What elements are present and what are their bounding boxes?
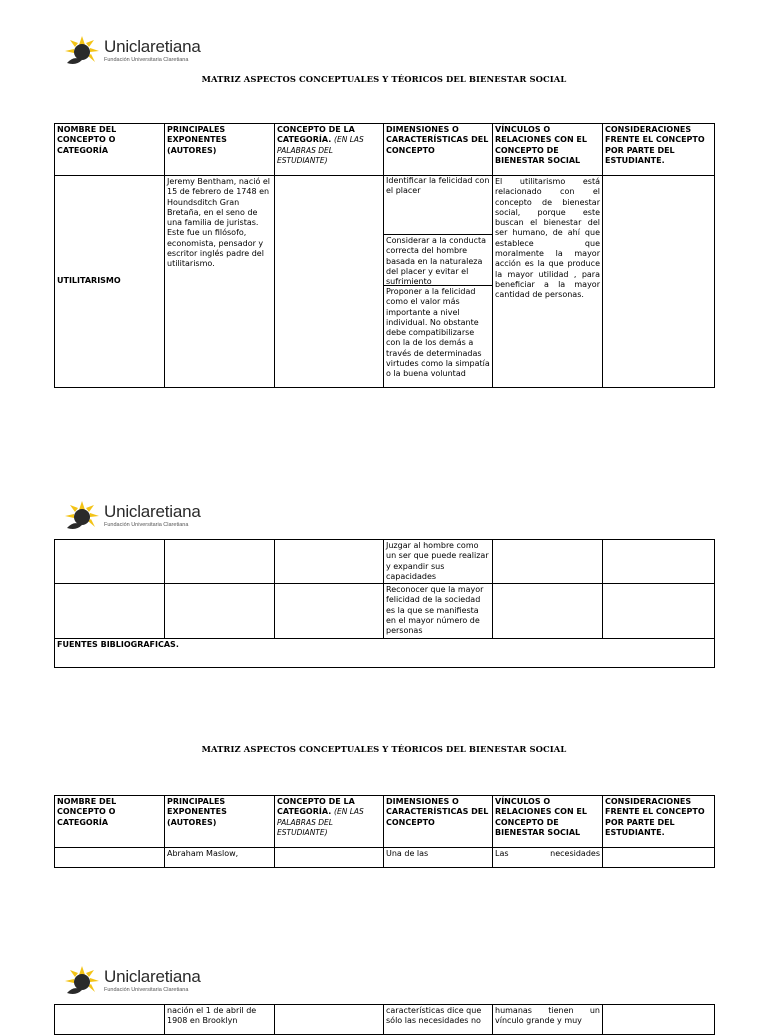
category-cell — [275, 540, 384, 584]
relation-cell: El utilitarismo está relacionado con el concepto de bienestar social, porque este buscan el bienestar del ser humano, de ahí que establece que moralmente la mayor acción es la que produce la mayor utilidad , para beneficiar a la mayor cantidad de personas. — [493, 176, 603, 388]
dimension-item: Identificar la felicidad con el placer — [384, 176, 492, 235]
dimension-item: Proponer a la felicidad como el valor más importante a nivel individual. No obstante debe compatibilizarse con la de los demás a través de determinadas virtudes como la simpatía o la buena voluntad — [386, 287, 490, 379]
matrix-table-2 — [54, 539, 715, 668]
concept-cell — [55, 540, 165, 584]
authors-cell: nación el 1 de abril de 1908 en Brooklyn — [165, 1005, 275, 1035]
dimension-item: Juzgar al hombre como un ser que puede realizar y expandir sus capacidades — [384, 540, 493, 584]
header-authors: PRINCIPALES EXPONENTES (AUTORES) — [165, 796, 275, 848]
table-row — [55, 540, 715, 584]
header-concept: NOMBRE DEL CONCEPTO O CATEGORÍA — [55, 124, 165, 176]
relation-cell: humanas tienen un vínculo grande y muy — [493, 1005, 603, 1035]
page-title: MATRIZ ASPECTOS CONCEPTUALES Y TÉORICOS DEL BIENESTAR SOCIAL — [201, 74, 567, 84]
concept-cell: UTILITARISMO — [55, 176, 165, 388]
dimensions-cell — [384, 176, 493, 388]
logo-name: Uniclaretiana — [104, 967, 201, 986]
header-relations: VÍNCULOS O RELACIONES CON EL CONCEPTO DE BIENESTAR SOCIAL — [493, 796, 603, 848]
category-cell — [275, 1005, 384, 1035]
logo-subtitle: Fundación Universitaria Claretiana — [104, 987, 189, 993]
relation-cell — [493, 584, 603, 638]
category-cell — [275, 584, 384, 638]
header-concept: NOMBRE DEL CONCEPTO O CATEGORÍA — [55, 796, 165, 848]
page-title: MATRIZ ASPECTOS CONCEPTUALES Y TÉORICOS DEL BIENESTAR SOCIAL — [201, 744, 567, 754]
considerations-cell — [603, 1005, 715, 1035]
uniclaretiana-logo — [62, 33, 202, 73]
logo-subtitle: Fundación Universitaria Claretiana — [104, 522, 189, 528]
header-category-note: (EN LAS PALABRAS DEL ESTUDIANTE) — [277, 807, 364, 837]
table-row — [55, 1005, 715, 1035]
dimension-item: Considerar a la conducta correcta del hombre basada en la naturaleza del placer y evitar el sufrimiento — [384, 235, 492, 286]
logo-name: Uniclaretiana — [104, 37, 201, 56]
header-relations: VÍNCULOS O RELACIONES CON EL CONCEPTO DE BIENESTAR SOCIAL — [493, 124, 603, 176]
dimension-item: Reconocer que la mayor felicidad de la sociedad es la que se manifiesta en el mayor número de personas — [384, 584, 493, 638]
sunflower-icon — [62, 33, 102, 69]
uniclaretiana-logo — [62, 963, 202, 1003]
logo-subtitle: Fundación Universitaria Claretiana — [104, 57, 189, 63]
authors-cell: Jeremy Bentham, nació el 15 de febrero de 1748 en Houndsditch Gran Bretaña, en el seno de una familia de juristas. Este fue un filósofo, economista, pensador y escritor inglés padre del utilitarismo. — [165, 176, 275, 388]
relation-cell — [493, 540, 603, 584]
dimensions-cell: características dice que sólo las necesidades no — [384, 1005, 493, 1035]
category-cell — [275, 176, 384, 388]
header-category-note: (EN LAS PALABRAS DEL ESTUDIANTE) — [277, 135, 364, 165]
authors-cell — [165, 584, 275, 638]
considerations-cell — [603, 176, 715, 388]
header-category: CONCEPTO DE LA CATEGORÍA. (EN LAS PALABRAS DEL ESTUDIANTE) — [275, 124, 384, 176]
header-considerations: CONSIDERACIONES FRENTE EL CONCEPTO POR PARTE DEL ESTUDIANTE. — [603, 796, 715, 848]
concept-cell — [55, 1005, 165, 1035]
authors-cell: Abraham Maslow, — [165, 848, 275, 868]
considerations-cell — [603, 848, 715, 868]
considerations-cell — [603, 584, 715, 638]
logo-name: Uniclaretiana — [104, 502, 201, 521]
relation-cell: Las necesidades — [493, 848, 603, 868]
table-row — [55, 176, 715, 388]
sources-label: FUENTES BIBLIOGRAFICAS. — [55, 638, 715, 667]
header-authors: PRINCIPALES EXPONENTES (AUTORES) — [165, 124, 275, 176]
concept-cell — [55, 584, 165, 638]
matrix-table-4 — [54, 1004, 715, 1035]
header-row — [55, 124, 715, 176]
sunflower-icon — [62, 963, 102, 999]
header-category: CONCEPTO DE LA CATEGORÍA. (EN LAS PALABRAS DEL ESTUDIANTE) — [275, 796, 384, 848]
matrix-table-1 — [54, 123, 715, 388]
matrix-table-3 — [54, 795, 715, 868]
sources-row — [55, 638, 715, 667]
header-dimensions: DIMENSIONES O CARACTERÍSTICAS DEL CONCEPTO — [384, 124, 493, 176]
concept-cell — [55, 848, 165, 868]
table-row — [55, 584, 715, 638]
header-row — [55, 796, 715, 848]
authors-cell — [165, 540, 275, 584]
header-dimensions: DIMENSIONES O CARACTERÍSTICAS DEL CONCEPTO — [384, 796, 493, 848]
category-cell — [275, 848, 384, 868]
header-considerations: CONSIDERACIONES FRENTE EL CONCEPTO POR PARTE DEL ESTUDIANTE. — [603, 124, 715, 176]
sunflower-icon — [62, 498, 102, 534]
uniclaretiana-logo — [62, 498, 202, 538]
considerations-cell — [603, 540, 715, 584]
table-row — [55, 848, 715, 868]
dimensions-cell: Una de las — [384, 848, 493, 868]
